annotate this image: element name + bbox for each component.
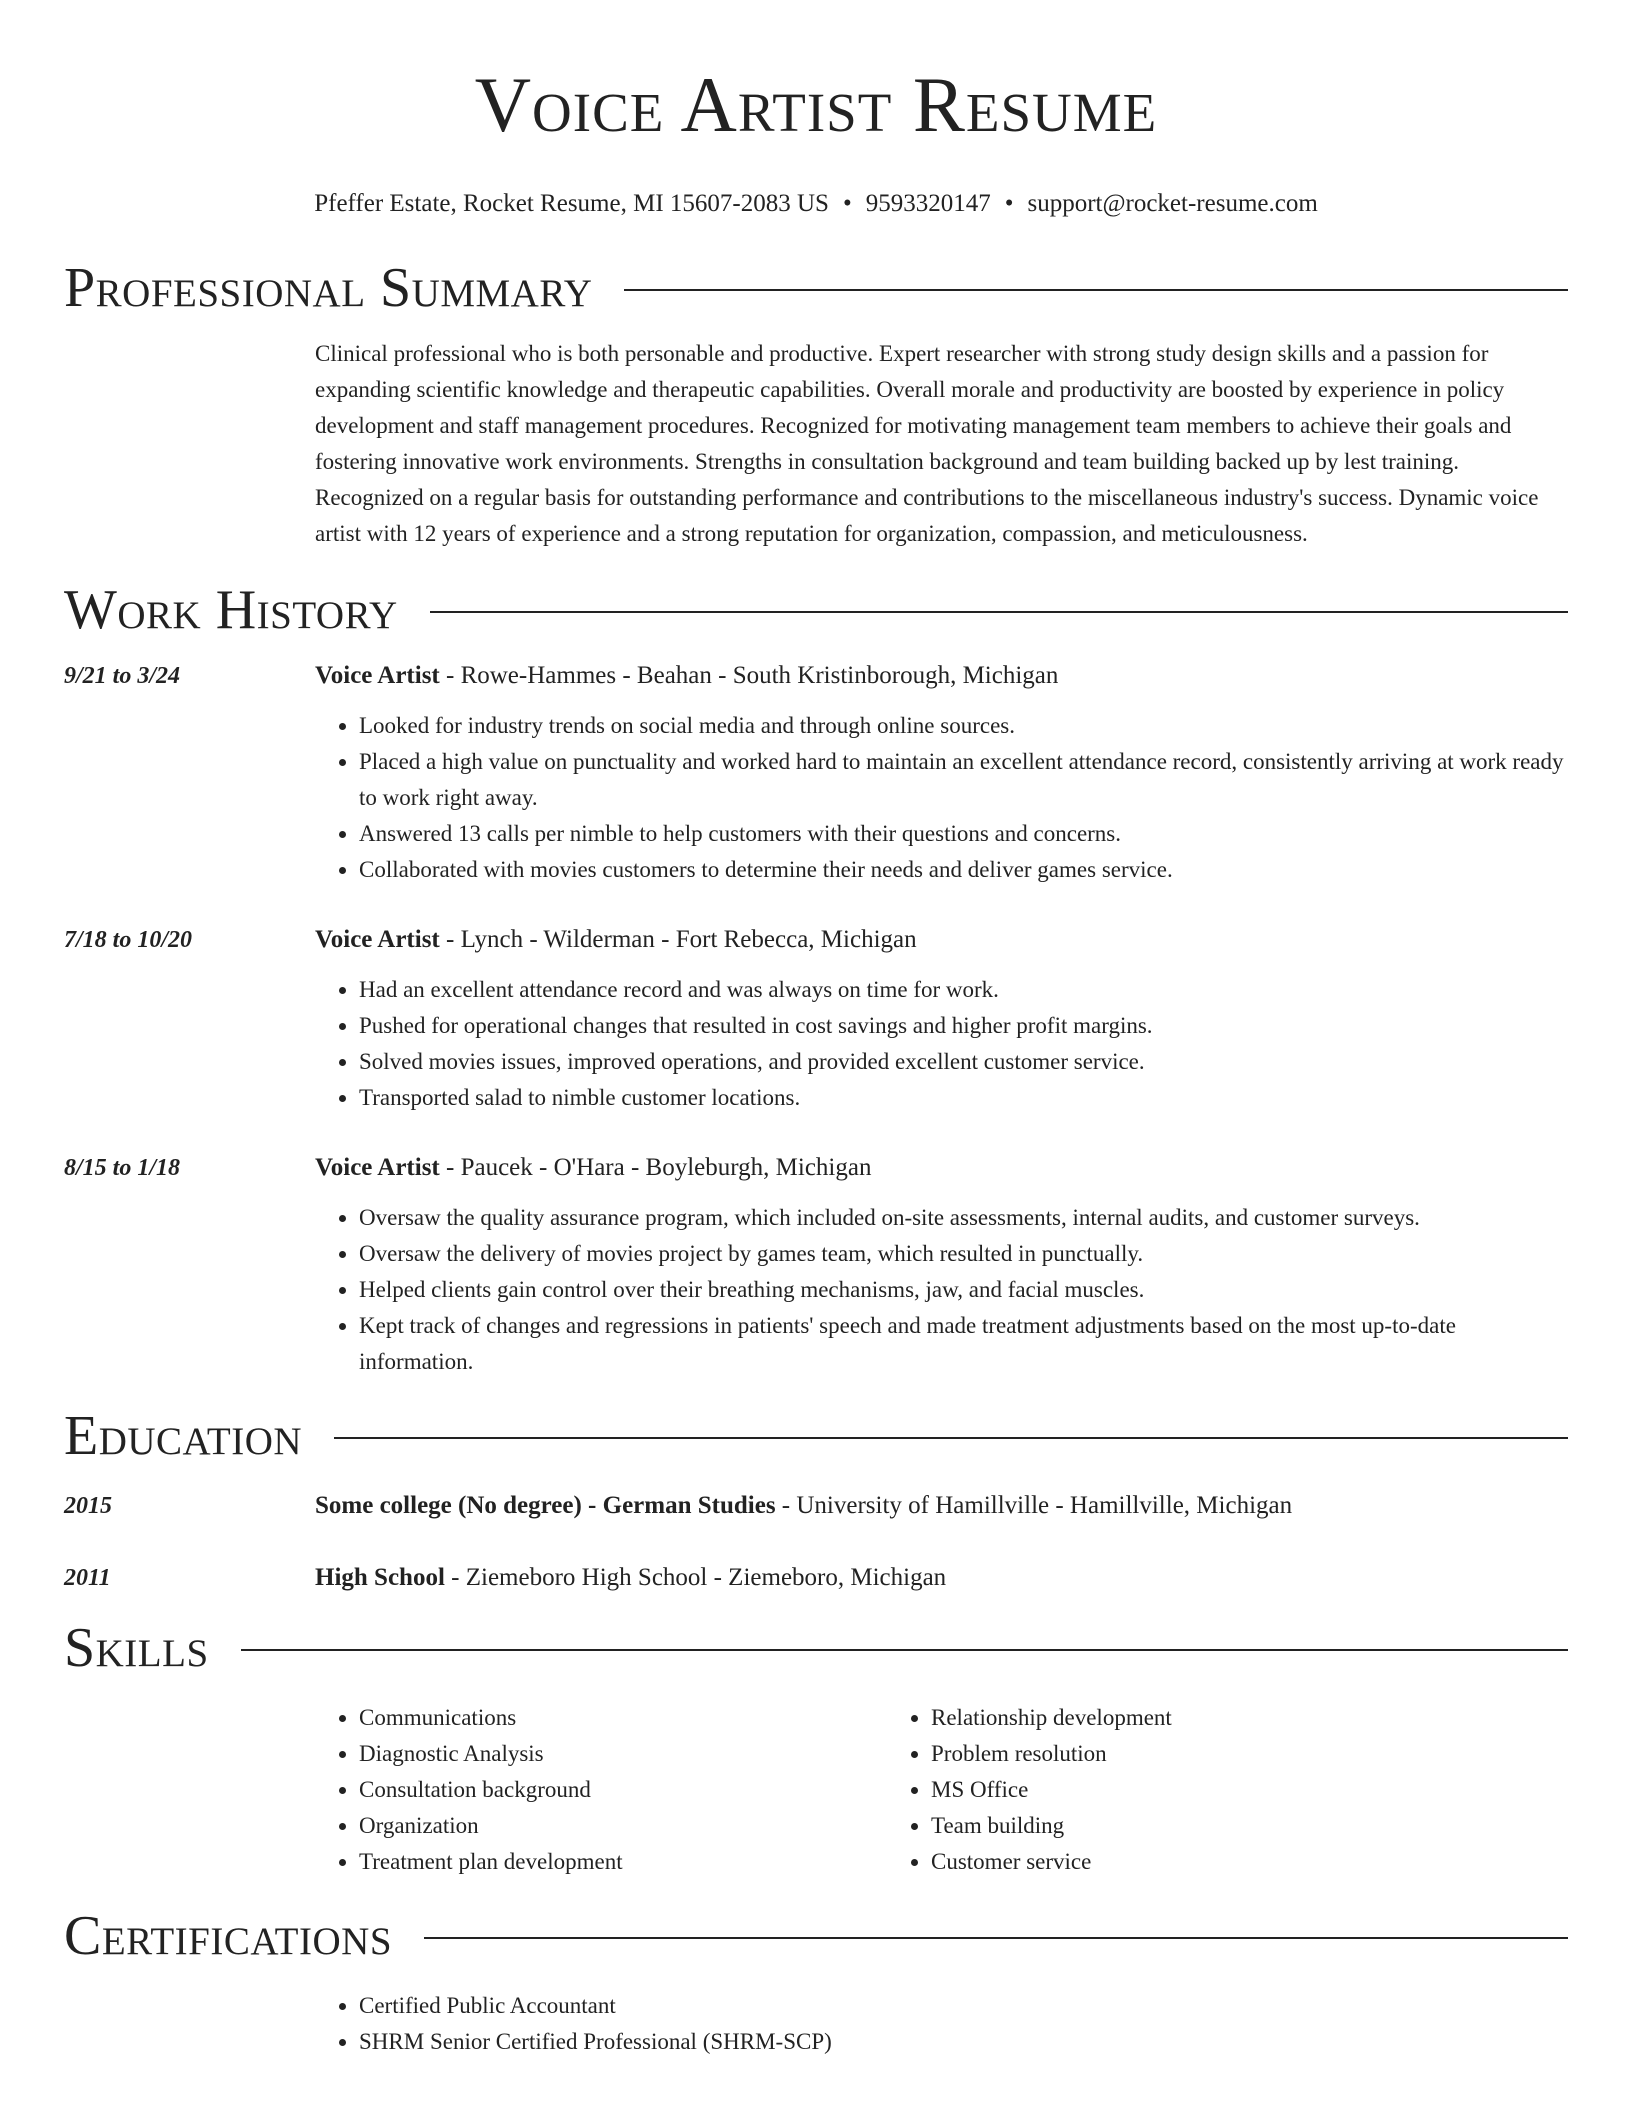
resume-title: Voice Artist Resume <box>474 61 1158 148</box>
certification-item: • SHRM Senior Certified Professional (SHRM-SCP) <box>359 2024 1568 2060</box>
skill-item: • Team building <box>931 1808 1459 1844</box>
job-bullet: • Placed a high value on punctuality and worked hard to maintain an excellent attendance record, consistently arriving at work ready to work right away. <box>359 744 1568 816</box>
certification-item: • Certified Public Accountant <box>359 1988 1568 2024</box>
job-dates: 8/15 to 1/18 <box>64 1155 181 1181</box>
job-employer: - Lynch - Wilderman - Fort Rebecca, Michigan <box>439 926 917 953</box>
job-dates: 9/21 to 3/24 <box>64 663 181 689</box>
skills-section-header <box>64 1616 1568 1680</box>
education-year: 2011 <box>64 1565 111 1591</box>
job-bullet: • Pushed for operational changes that resulted in cost savings and higher profit margins. <box>359 1008 1568 1044</box>
contact-address: Pfeffer Estate, Rocket Resume, MI 15607-2083 US <box>314 190 829 217</box>
skill-item: • MS Office <box>931 1772 1459 1808</box>
education-line <box>315 1560 946 1596</box>
section-divider <box>624 289 1568 291</box>
section-divider <box>424 1937 1568 1939</box>
certifications-items <box>315 1988 1568 2060</box>
job-role: Voice Artist <box>315 662 440 689</box>
education-section-header <box>64 1404 1568 1468</box>
job-bullets <box>315 972 1568 1116</box>
job-bullet: • Helped clients gain control over their breathing mechanisms, jaw, and facial muscles. <box>359 1272 1568 1308</box>
skills-list <box>315 1700 1568 1880</box>
job-employer: - Paucek - O'Hara - Boyleburgh, Michigan <box>439 1154 872 1181</box>
summary-text: Clinical professional who is both personable and productive. Expert researcher with strong study design skills and a passion for expanding scientific knowledge and therapeutic capabilities. Overall morale and productivity are boosted by experience in policy development and staff management procedures. Recognized for motivating management team members to achieve their goals and fostering innovative work environments. Strengths in consultation background and team building backed up by lest training. Recognized on a regular basis for outstanding performance and contributions to the miscellaneous industry's success. Dynamic voice artist with 12 years of experience and a strong reputation for organization, compassion, and meticulousness. <box>315 341 1539 546</box>
certifications-section-header <box>64 1904 1568 1968</box>
skill-item: • Problem resolution <box>931 1736 1459 1772</box>
section-title: Education <box>64 1405 303 1467</box>
job-bullets <box>315 708 1568 888</box>
job-entry <box>64 922 1568 1116</box>
skill-item: • Relationship development <box>931 1700 1459 1736</box>
skill-item: • Communications <box>359 1700 887 1736</box>
education-line <box>315 1488 1292 1524</box>
education-entry <box>64 1488 1568 1524</box>
contact-separator: • <box>1004 190 1014 217</box>
education-degree: Some college (No degree) - German Studies <box>315 1492 776 1519</box>
skill-item: • Treatment plan development <box>359 1844 887 1880</box>
skills-column-left <box>315 1700 887 1880</box>
job-bullet: • Kept track of changes and regressions in patients' speech and made treatment adjustments based on the most up-to-date information. <box>359 1308 1568 1380</box>
skill-item: • Organization <box>359 1808 887 1844</box>
contact-email[interactable]: support@rocket-resume.com <box>1027 190 1318 217</box>
contact-phone: 9593320147 <box>865 190 991 217</box>
work-history-section-header <box>64 578 1568 642</box>
job-dates: 7/18 to 10/20 <box>64 927 193 953</box>
job-bullets <box>315 1200 1568 1380</box>
education-entry <box>64 1560 1568 1596</box>
job-role: Voice Artist <box>315 1154 440 1181</box>
job-title-line <box>315 658 1568 694</box>
skill-item: • Customer service <box>931 1844 1459 1880</box>
job-entry <box>64 1150 1568 1380</box>
section-title: Certifications <box>64 1905 393 1967</box>
job-bullet: • Looked for industry trends on social media and through online sources. <box>359 708 1568 744</box>
education-school: - Ziemeboro High School - Ziemeboro, Michigan <box>444 1564 947 1591</box>
skills-column-right <box>887 1700 1459 1880</box>
job-role: Voice Artist <box>315 926 440 953</box>
education-school: - University of Hamillville - Hamillville, Michigan <box>775 1492 1293 1519</box>
section-title: Professional Summary <box>64 257 593 319</box>
education-degree: High School <box>315 1564 445 1591</box>
job-title-line <box>315 922 1568 958</box>
job-entry <box>64 658 1568 888</box>
section-title: Skills <box>64 1617 209 1679</box>
job-bullet: • Collaborated with movies customers to determine their needs and deliver games service. <box>359 852 1568 888</box>
contact-separator: • <box>842 190 852 217</box>
job-bullet: • Had an excellent attendance record and was always on time for work. <box>359 972 1568 1008</box>
certifications-list <box>315 1988 1568 2060</box>
job-bullet: • Transported salad to nimble customer locations. <box>359 1080 1568 1116</box>
skill-item: • Consultation background <box>359 1772 887 1808</box>
summary-section-header <box>64 256 1568 320</box>
job-bullet: • Oversaw the delivery of movies project by games team, which resulted in punctually. <box>359 1236 1568 1272</box>
section-title: Work History <box>64 579 398 641</box>
job-bullet: • Solved movies issues, improved operations, and provided excellent customer service. <box>359 1044 1568 1080</box>
section-divider <box>430 611 1568 613</box>
resume-header <box>64 0 1568 218</box>
job-body <box>315 1150 1568 1380</box>
job-body <box>315 658 1568 888</box>
job-body <box>315 922 1568 1116</box>
job-title-line <box>315 1150 1568 1186</box>
contact-line <box>64 190 1568 218</box>
skill-item: • Diagnostic Analysis <box>359 1736 887 1772</box>
section-divider <box>241 1649 1568 1651</box>
job-bullet: • Oversaw the quality assurance program, which included on-site assessments, internal audits, and customer surveys. <box>359 1200 1568 1236</box>
education-year: 2015 <box>64 1493 112 1519</box>
job-employer: - Rowe-Hammes - Beahan - South Kristinborough, Michigan <box>439 662 1059 689</box>
section-divider <box>334 1437 1568 1439</box>
job-bullet: • Answered 13 calls per nimble to help customers with their questions and concerns. <box>359 816 1568 852</box>
